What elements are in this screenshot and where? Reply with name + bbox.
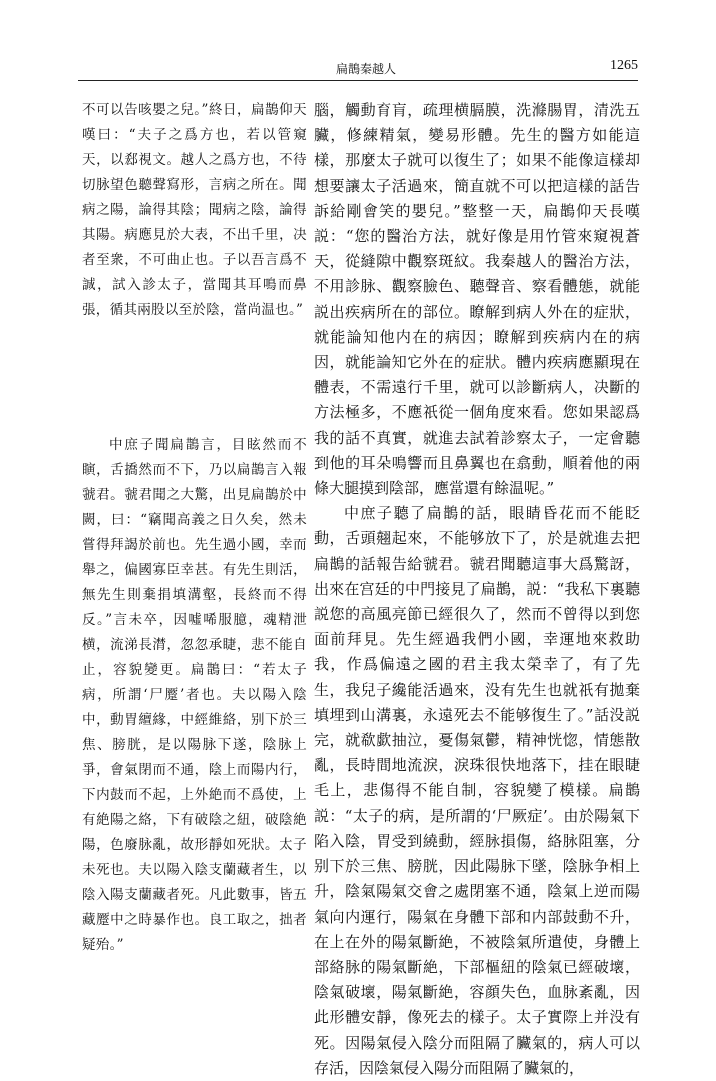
classical-text-paragraph-2: 中庶子聞扁鵲言，目眩然而不瞚，舌撟然而不下，乃以扁鵲言入報虢君。虢君聞之大驚，出見扁鵲於中闕，曰：“竊聞高義之日久矣，然未嘗得拜謁於前也。先生過小國，幸而舉之，偏國寡臣幸甚。有先生則活，無先生則棄捐填溝壑，長終而不得反。”言未卒，因噓唏服臆，魂精泄横，流涕長潸，忽忽承睫，悲不能自止，容貌變更。扁鵲曰：“若太子病，所謂‘尸蹷’者也。夫以陽入陰中，動胃繵緣，中經維絡，别下於三焦、膀胱，是以陽脉下遂，陰脉上爭，會氣閉而不通，陰上而陽内行，下内鼓而不起，上外絶而不爲使，上有絶陽之絡，下有破陰之紐，破陰絶陽，色廢脉亂，故形靜如死狀。太子未死也。夫以陽入陰支蘭藏者生，以陰入陽支蘭藏者死。凡此數事，皆五藏蹷中之時暴作也。良工取之，拙者疑殆。” [82,437,307,953]
right-column [314,98,640,1081]
running-title: 扁鵲秦越人 [336,62,397,76]
page-number: 1265 [610,58,638,73]
page-header [78,58,638,78]
classical-text-paragraph-1: 不可以告咳嬰之兒。”終日，扁鵲仰天嘆曰：“夫子之爲方也，若以管窺天，以郄視文。越人之爲方也，不待切脉望色聽聲寫形，言病之所在。聞病之陽，論得其陰；聞病之陰，論得其陽。病應見於大表，不出千里，决者至衆，不可曲止也。子以吾言爲不誠，試入診太子，當聞其耳鳴而鼻張，循其兩股以至於陰，當尚温也。” [82,102,307,318]
left-column-bottom [82,433,307,958]
translation-paragraph-1: 腦，觸動育肓，疏理横膈膜，洗滌腸胃，清洗五臟，修練精氣，變易形體。先生的醫方如能這樣，那麼太子就可以復生了；如果不能像這樣却想要讓太子活過來，簡直就不可以把這樣的話告訴給剛會笑的嬰兒。”整整一天，扁鵲仰天長嘆説：“您的醫治方法，就好像是用竹管來窺視蒼天，從縫隙中觀察斑紋。我秦越人的醫治方法，不用診脉、觀察臉色、聽聲音、察看體態，就能説出疾病所在的部位。瞭解到病人外在的症狀，就能論知他内在的病因；瞭解到疾病内在的病因，就能論知它外在的症狀。體内疾病應顯現在體表，不需遠行千里，就可以診斷病人，决斷的方法極多，不應祇從一個角度來看。您如果認爲我的話不真實，就進去試着診察太子，一定會聽到他的耳朵鳴響而且鼻翼也在翕動，順着他的兩條大腿摸到陰部，應當還有餘温呢。” [314,101,640,498]
translation-paragraph-2: 中庶子聽了扁鵲的話，眼睛昏花而不能眨動，舌頭翹起來，不能够放下了，於是就進去把扁鵲的話報告給虢君。虢君聞聽這事大爲驚訝，出來在宫廷的中門接見了扁鵲，説：“我私下裏聽説您的高風亮節已經很久了，然而不曾得以到您面前拜見。先生經過我們小國，幸運地來救助我，作爲偏遠之國的君主我太榮幸了，有了先生，我兒子纔能活過來，没有先生也就祇有拋棄填埋到山溝裏，永遠死去不能够復生了。”話没説完，就欷歔抽泣，憂傷氣鬱，精神恍惚，情態散亂，長時間地流淚，淚珠很快地落下，挂在眼睫毛上，悲傷得不能自制，容貌變了模樣。扁鵲説：“太子的病，是所謂的‘尸厥症’。由於陽氣下陷入陰，胃受到繞動，經脉損傷，絡脉阻塞，分别下於三焦、膀胱，因此陽脉下墜，陰脉争相上升，陰氣陽氣交會之處閉塞不通，陰氣上逆而陽氣向内運行，陽氣在身體下部和内部鼓動不升，在上在外的陽氣斷絶，不被陰氣所遣使，身體上部絡脉的陽氣斷絶，下部樞紐的陰氣已經破壞，陰氣破壞，陽氣斷絶，容顔失色，血脉紊亂，因此形體安靜，像死去的樣子。太子實際上并没有死。因陽氣侵入陰分而阻隔了臟氣的，病人可以存活，因陰氣侵入陽分而阻隔了臟氣的， [314,504,640,1077]
header-rule [78,80,638,81]
left-column-top [82,98,307,323]
